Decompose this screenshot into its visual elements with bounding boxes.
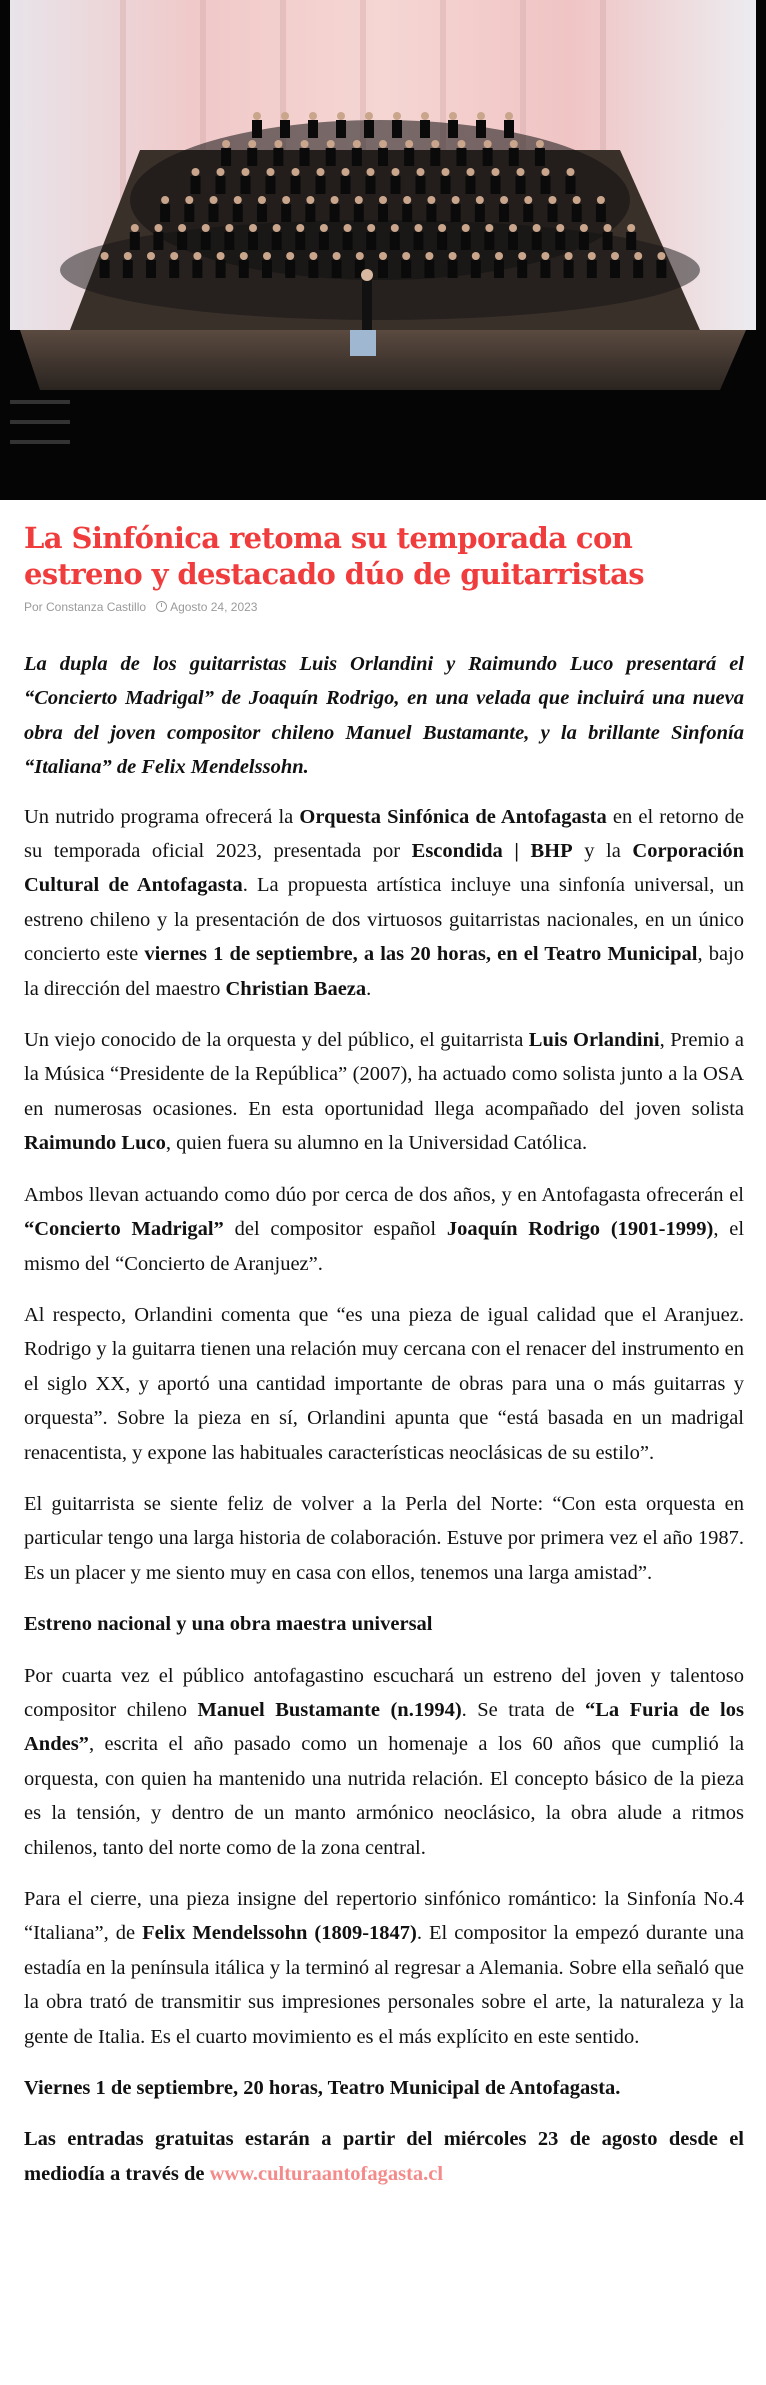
musician-head: [248, 140, 256, 148]
text: , quien fuera su alumno en la Universidad Católica.: [165, 1132, 588, 1155]
article-body: [24, 800, 744, 2192]
musician-shape: [484, 232, 494, 250]
musician-head: [462, 224, 470, 232]
musician-shape: [579, 232, 589, 250]
musician-head: [234, 196, 242, 204]
musician-shape: [123, 260, 133, 278]
orchestra-photo: [0, 0, 766, 500]
musician-shape: [224, 232, 234, 250]
musician-shape: [272, 232, 282, 250]
musician-head: [344, 224, 352, 232]
musician-head: [356, 252, 364, 260]
musician-head: [379, 252, 387, 260]
musician-shape: [401, 260, 411, 278]
paragraph: [24, 1178, 744, 1281]
musician-shape: [209, 204, 219, 222]
musician-shape: [285, 260, 295, 278]
musician-head: [282, 196, 290, 204]
musician-shape: [266, 176, 276, 194]
musician-head: [222, 140, 230, 148]
musician-head: [431, 140, 439, 148]
text: El guitarrista se siente feliz de volver a la Perla del Norte: “Con esta orquesta en particular tengo una larga historia de colaboración. Estuve por primera vez el año 1987. Es un placer y me siento muy en casa con ellos, tenemos una larga amistad”.: [24, 1492, 744, 1584]
text: , Premio a la Música “Presidente de la República” (2007), ha actuado como solista junto a la OSA en numerosas ocasiones. En esta oportunidad llega acompañado del joven solista: [24, 1029, 744, 1120]
musician-head: [296, 224, 304, 232]
article-meta: [24, 600, 744, 614]
musician-shape: [366, 232, 376, 250]
musician-head: [242, 168, 250, 176]
musician-head: [567, 168, 575, 176]
musician-head: [425, 252, 433, 260]
article-lead: La dupla de los guitarristas Luis Orlandini y Raimundo Luco presentará el “Concierto Madrigal” de Joaquín Rodrigo, en una velada que incluirá una nueva obra del joven compositor chileno Manuel Bustamante, y la brillante Sinfonía “Italiana” de Felix Mendelssohn.: [24, 653, 744, 779]
musician-head: [192, 168, 200, 176]
musician-shape: [257, 204, 267, 222]
musician-shape: [146, 260, 156, 278]
text: . El compositor la empezó durante una estadía en la península itálica y la terminó al regresar a Alemania. Sobre ella señaló que la obra trató de transmitir sus impresiones personales sobre el arte, la naturaleza y la gente de Italia. Es el cuarto movimiento es el más explícito en este sentido.: [24, 1922, 744, 2048]
text: Al respecto, Orlandini comenta que “es una pieza de igual calidad que el Aranjuez. Rodrigo y la guitarra tienen una relación muy cercana con el renacer del instrumento en el siglo XX, y aportó una cantidad importante de obras para una o más guitarras y orquesta”. Sobre la pieza en sí, Orlandini apunta que “está basada en un madrigal renacentista, y expone las habituales características neoclásicas de su estilo”.: [24, 1303, 744, 1464]
musician-head: [124, 252, 132, 260]
musician-shape: [413, 232, 423, 250]
musician-shape: [247, 148, 257, 166]
musician-shape: [192, 260, 202, 278]
musician-head: [273, 224, 281, 232]
musician-shape: [343, 232, 353, 250]
musician-head: [161, 196, 169, 204]
musician-head: [505, 112, 513, 120]
musician-head: [634, 252, 642, 260]
musician-shape: [248, 232, 258, 250]
musician-head: [337, 112, 345, 120]
musician-shape: [252, 120, 262, 138]
text: Por cuarta vez el público antofagastino escuchará un estreno del joven y talentoso compositor chileno: [24, 1664, 744, 1721]
article-title: La Sinfónica retoma su temporada con estreno y destacado dúo de guitarristas: [24, 521, 644, 591]
date: [156, 600, 257, 614]
musician-shape: [262, 260, 272, 278]
musician-head: [565, 252, 573, 260]
musician-head: [317, 168, 325, 176]
musician-head: [477, 112, 485, 120]
musician-shape: [378, 260, 388, 278]
text: Para el cierre, una pieza insigne del repertorio sinfónico romántico: la Sinfonía No.4 “Italiana”, de: [24, 1888, 744, 1945]
musician-head: [301, 140, 309, 148]
musician-shape: [216, 260, 226, 278]
musician-shape: [656, 260, 666, 278]
musician-shape: [626, 232, 636, 250]
musician-head: [657, 252, 665, 260]
musician-shape: [280, 120, 290, 138]
musician-shape: [476, 120, 486, 138]
musician-head: [147, 252, 155, 260]
musician-shape: [364, 120, 374, 138]
article: [0, 520, 766, 2191]
musician-head: [225, 224, 233, 232]
text: , el mismo del “Concierto de Aranjuez”.: [24, 1218, 745, 1275]
bold-text: Las entradas gratuitas estarán a partir del miércoles 23 de agosto desde el mediodía a través de: [24, 2128, 744, 2185]
musician-shape: [241, 176, 251, 194]
musician-shape: [366, 176, 376, 194]
musician-head: [391, 224, 399, 232]
paragraph: [24, 2122, 744, 2191]
bold-text: “La Furia de los Andes”: [24, 1698, 744, 1756]
musician-head: [379, 140, 387, 148]
musician-shape: [130, 232, 140, 250]
musician-head: [472, 252, 480, 260]
bold-text: Escondida | BHP: [411, 840, 573, 863]
musician-shape: [308, 120, 318, 138]
musician-shape: [430, 148, 440, 166]
bold-text: Orquesta Sinfónica de Antofagasta: [299, 805, 607, 828]
musician-head: [580, 224, 588, 232]
bold-text: Viernes 1 de septiembre, 20 horas, Teatro Municipal de Antofagasta.: [24, 2077, 621, 2100]
musician-shape: [483, 148, 493, 166]
musician-shape: [216, 176, 226, 194]
musician-head: [421, 112, 429, 120]
musician-head: [367, 224, 375, 232]
musician-shape: [352, 148, 362, 166]
musician-head: [281, 112, 289, 120]
musician-shape: [305, 204, 315, 222]
musician-head: [517, 168, 525, 176]
website-link[interactable]: www.culturaantofagasta.cl: [209, 2162, 444, 2185]
text: Ambos llevan actuando como dúo por cerca de dos años, y en Antofagasta ofrecerán el: [24, 1183, 744, 1206]
musician-head: [611, 252, 619, 260]
musician-head: [452, 196, 460, 204]
musician-shape: [475, 204, 485, 222]
musician-head: [193, 252, 201, 260]
musician-head: [101, 252, 109, 260]
musician-head: [509, 224, 517, 232]
musician-head: [217, 168, 225, 176]
musician-head: [327, 140, 335, 148]
musician-shape: [508, 232, 518, 250]
musician-shape: [448, 120, 458, 138]
musician-shape: [341, 176, 351, 194]
text: Un nutrido programa ofrecerá la: [24, 805, 300, 828]
musician-head: [500, 196, 508, 204]
paragraph: [24, 1659, 744, 1865]
musician-head: [457, 140, 465, 148]
musician-head: [438, 224, 446, 232]
bold-text: Manuel Bustamante (n.1994): [197, 1698, 462, 1721]
musician-shape: [555, 232, 565, 250]
musician-shape: [319, 232, 329, 250]
musician-shape: [300, 148, 310, 166]
text: , escrita el año pasado como un homenaje a los 60 años que cumplió la orquesta, con quien ha mantenido una nutrida relación. El concepto básico de la pieza es la tensión, y dentro de un manto armónico neoclásico, la obra alude a ritmos chilenos, tanto del norte como de la zona central.: [24, 1733, 744, 1859]
musician-shape: [448, 260, 458, 278]
musician-head: [379, 196, 387, 204]
musician-head: [286, 252, 294, 260]
musician-shape: [535, 148, 545, 166]
paragraph: [24, 800, 744, 1006]
musician-head: [556, 224, 564, 232]
musician-shape: [461, 232, 471, 250]
musician-shape: [336, 120, 346, 138]
musician-head: [309, 112, 317, 120]
musician-shape: [326, 148, 336, 166]
musician-head: [403, 196, 411, 204]
musician-shape: [184, 204, 194, 222]
date-text: Agosto 24, 2023: [170, 600, 258, 614]
musician-head: [548, 196, 556, 204]
musician-shape: [424, 260, 434, 278]
musician-shape: [308, 260, 318, 278]
paragraph: [24, 1882, 744, 2054]
musician-shape: [404, 148, 414, 166]
musician-shape: [201, 232, 211, 250]
musician-shape: [390, 232, 400, 250]
musician-head: [263, 252, 271, 260]
musician-head: [202, 224, 210, 232]
musician-shape: [426, 204, 436, 222]
bold-text: Luis Orlandini: [528, 1029, 660, 1052]
musician-head: [442, 168, 450, 176]
musician-shape: [564, 260, 574, 278]
musician-shape: [416, 176, 426, 194]
musician-head: [467, 168, 475, 176]
musician-head: [405, 140, 413, 148]
musician-head: [588, 252, 596, 260]
musician-shape: [499, 204, 509, 222]
musician-head: [573, 196, 581, 204]
paragraph: [24, 2071, 744, 2105]
musician-head: [536, 140, 544, 148]
bold-text: Christian Baeza: [225, 977, 367, 1000]
musician-shape: [456, 148, 466, 166]
text: .: [366, 977, 372, 1000]
musician-head: [627, 224, 635, 232]
musician-head: [510, 140, 518, 148]
musician-head: [492, 168, 500, 176]
musician-shape: [281, 204, 291, 222]
musician-shape: [491, 176, 501, 194]
musician-head: [365, 112, 373, 120]
musician-head: [604, 224, 612, 232]
musician-head: [178, 224, 186, 232]
musician-shape: [391, 176, 401, 194]
musician-shape: [392, 120, 402, 138]
musician-head: [484, 140, 492, 148]
musician-shape: [509, 148, 519, 166]
musician-head: [320, 224, 328, 232]
musician-shape: [633, 260, 643, 278]
musician-head: [131, 224, 139, 232]
musician-shape: [451, 204, 461, 222]
musician-head: [306, 196, 314, 204]
bold-text: “Concierto Madrigal”: [24, 1218, 224, 1241]
musician-head: [485, 224, 493, 232]
author[interactable]: Por Constanza Castillo: [24, 600, 147, 614]
text: y la: [572, 840, 633, 863]
paragraph: [24, 1487, 744, 1590]
musician-shape: [517, 260, 527, 278]
bold-text: viernes 1 de septiembre, a las 20 horas, en el Teatro Municipal: [144, 943, 698, 966]
musician-head: [495, 252, 503, 260]
musician-head: [170, 252, 178, 260]
musician-head: [267, 168, 275, 176]
bold-text: Raimundo Luco: [24, 1132, 166, 1155]
musician-head: [518, 252, 526, 260]
musician-head: [333, 252, 341, 260]
text: . La propuesta artística incluye una sinfonía universal, un estreno chileno y la presentación de dos virtuosos guitarristas nacionales, en un único concierto este: [24, 874, 744, 966]
musician-head: [309, 252, 317, 260]
musician-shape: [547, 204, 557, 222]
musician-shape: [316, 176, 326, 194]
musician-shape: [378, 148, 388, 166]
musician-head: [417, 168, 425, 176]
musician-shape: [291, 176, 301, 194]
musician-shape: [466, 176, 476, 194]
musician-head: [524, 196, 532, 204]
bold-text: Joaquín Rodrigo (1901-1999): [446, 1218, 714, 1241]
musician-head: [353, 140, 361, 148]
musician-shape: [191, 176, 201, 194]
musician-shape: [516, 176, 526, 194]
musician-shape: [572, 204, 582, 222]
musician-shape: [153, 232, 163, 250]
musician-shape: [523, 204, 533, 222]
musician-head: [402, 252, 410, 260]
musician-shape: [471, 260, 481, 278]
musician-head: [393, 112, 401, 120]
musician-shape: [610, 260, 620, 278]
musician-head: [331, 196, 339, 204]
bold-text: Corporación Cultural de Antofagasta: [24, 840, 745, 897]
musician-shape: [437, 232, 447, 250]
text: en el retorno de su temporada oficial 2023, presentada por: [24, 805, 744, 863]
musician-shape: [540, 260, 550, 278]
text: . Se trata de: [461, 1698, 585, 1721]
musician-head: [292, 168, 300, 176]
musician-head: [533, 224, 541, 232]
paragraph: [24, 1023, 744, 1161]
text: del compositor español: [223, 1218, 447, 1241]
bold-text: Felix Mendelssohn (1809-1847): [142, 1922, 417, 1945]
musician-shape: [494, 260, 504, 278]
musician-shape: [532, 232, 542, 250]
musician-head: [392, 168, 400, 176]
musician-head: [476, 196, 484, 204]
musician-shape: [354, 204, 364, 222]
musician-head: [597, 196, 605, 204]
text: Un viejo conocido de la orquesta y del público, el guitarrista: [24, 1029, 529, 1052]
musician-head: [449, 252, 457, 260]
musician-shape: [221, 148, 231, 166]
musician-shape: [332, 260, 342, 278]
musician-shape: [587, 260, 597, 278]
musician-head: [258, 196, 266, 204]
musician-head: [427, 196, 435, 204]
musician-head: [541, 252, 549, 260]
text: , bajo la dirección del maestro: [24, 943, 744, 1000]
musician-head: [210, 196, 218, 204]
musician-shape: [330, 204, 340, 222]
musician-head: [249, 224, 257, 232]
musician-head: [154, 224, 162, 232]
musician-shape: [295, 232, 305, 250]
musician-shape: [596, 204, 606, 222]
musician-head: [542, 168, 550, 176]
musician-head: [367, 168, 375, 176]
musician-head: [217, 252, 225, 260]
musician-head: [414, 224, 422, 232]
clock-icon: [156, 601, 167, 612]
musician-shape: [100, 260, 110, 278]
paragraph: [24, 1607, 744, 1641]
musician-shape: [402, 204, 412, 222]
musician-shape: [541, 176, 551, 194]
musician-shape: [239, 260, 249, 278]
musician-shape: [504, 120, 514, 138]
musician-head: [355, 196, 363, 204]
paragraph: [24, 1298, 744, 1470]
musician-head: [342, 168, 350, 176]
musician-shape: [160, 204, 170, 222]
musician-shape: [603, 232, 613, 250]
musician-head: [240, 252, 248, 260]
musician-shape: [169, 260, 179, 278]
bold-text: Estreno nacional y una obra maestra universal: [24, 1613, 433, 1636]
musician-shape: [177, 232, 187, 250]
musician-shape: [420, 120, 430, 138]
musician-head: [253, 112, 261, 120]
musician-head: [274, 140, 282, 148]
musician-shape: [233, 204, 243, 222]
musician-shape: [441, 176, 451, 194]
musician-head: [449, 112, 457, 120]
musician-shape: [378, 204, 388, 222]
musician-shape: [566, 176, 576, 194]
musician-shape: [273, 148, 283, 166]
musician-head: [185, 196, 193, 204]
